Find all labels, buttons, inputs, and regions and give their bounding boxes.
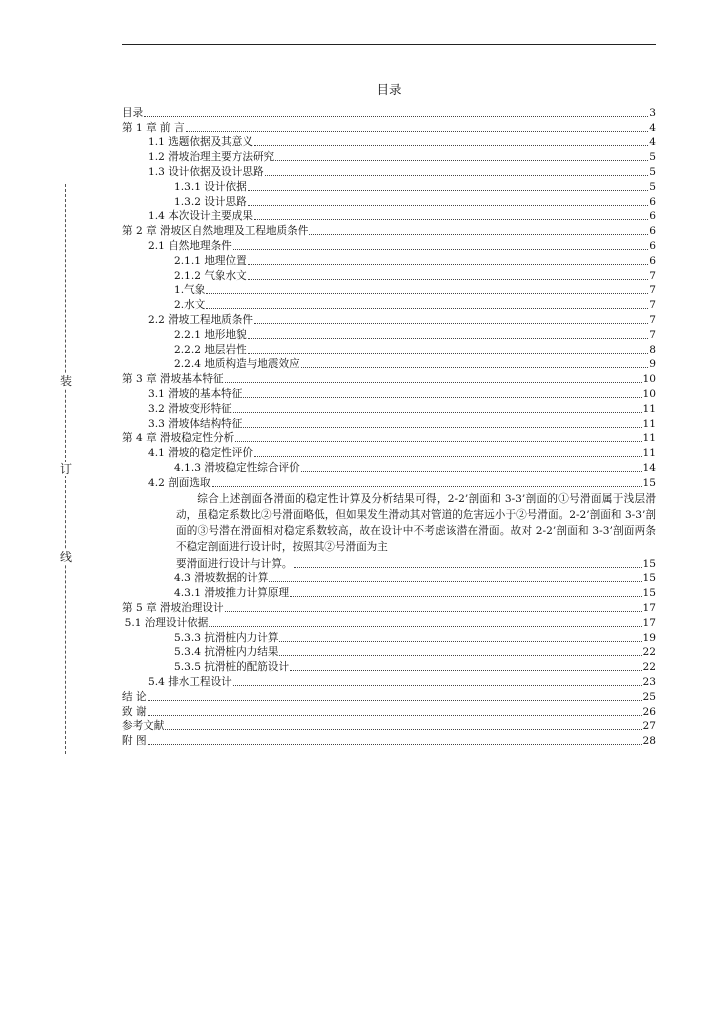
toc-leader	[290, 595, 641, 597]
toc-entry-title: 1.3 设计依据及设计思路	[148, 165, 264, 178]
toc-entry-title: 附 图	[122, 735, 147, 748]
toc-entry[interactable]	[122, 630, 656, 645]
toc-page-number: 22	[642, 646, 656, 659]
toc-leader	[212, 485, 642, 487]
toc-entry-title: 1.3.2 设计思路	[174, 195, 247, 208]
toc-entry-title: 5.3.4 抗滑桩内力结果	[174, 646, 279, 659]
toc-entry[interactable]	[122, 585, 656, 600]
toc-leader	[206, 307, 648, 309]
page-title: 目录	[376, 82, 402, 97]
toc-entry[interactable]	[122, 475, 656, 490]
toc-page-number: 11	[642, 432, 656, 445]
toc-page-number: 5	[649, 180, 656, 193]
toc-entry[interactable]	[122, 342, 656, 357]
toc-leader	[309, 233, 648, 235]
toc-entry-title: 1.4 本次设计主要成果	[148, 210, 253, 223]
toc-entry[interactable]	[122, 445, 656, 460]
toc-entry-title: 5.3.5 抗滑桩的配筋设计	[174, 661, 290, 674]
toc-entry[interactable]	[122, 194, 656, 209]
table-of-contents	[122, 105, 656, 748]
toc-entry-title: 2.2.4 地质构造与地震效应	[174, 358, 300, 371]
toc-entry-title: 4.1 滑坡的稳定性评价	[148, 447, 253, 460]
toc-page-number: 4	[649, 136, 656, 149]
toc-entry-title: 1.气象	[174, 284, 206, 297]
toc-entry[interactable]	[122, 312, 656, 327]
toc-entry[interactable]	[122, 297, 656, 312]
toc-leader	[225, 610, 642, 612]
toc-page-number: 15	[642, 476, 656, 489]
toc-entry-title: 结 论	[122, 690, 147, 703]
toc-page-number: 17	[642, 601, 656, 614]
toc-leader	[279, 640, 641, 642]
toc-entry-title: 4.3 滑坡数据的计算	[174, 572, 269, 585]
toc-leader	[301, 470, 642, 472]
toc-leader	[301, 366, 649, 368]
toc-page-number: 6	[649, 195, 656, 208]
toc-entry-title: 5.1 治理设计依据	[124, 616, 209, 629]
toc-entry[interactable]	[122, 238, 656, 253]
toc-entry[interactable]	[122, 386, 656, 401]
toc-leader	[248, 352, 649, 354]
toc-leader	[233, 411, 642, 413]
toc-leader	[233, 684, 642, 686]
toc-leader	[148, 714, 642, 716]
toc-entry-title: 第 5 章 滑坡治理设计	[122, 601, 224, 614]
toc-entry[interactable]	[122, 719, 656, 734]
toc-page-number: 11	[642, 417, 656, 430]
toc-entry-title: 致 谢	[122, 705, 147, 718]
toc-entry[interactable]	[122, 357, 656, 372]
toc-page-number: 5	[649, 165, 656, 178]
toc-entry-title: 4.1.3 滑坡稳定性综合评价	[174, 461, 300, 474]
toc-leader	[248, 204, 649, 206]
toc-entry[interactable]	[122, 733, 656, 748]
toc-entry[interactable]	[122, 460, 656, 475]
toc-leader	[265, 174, 649, 176]
toc-page-number: 7	[649, 328, 656, 341]
binding-char-ding: 订	[59, 462, 72, 476]
toc-page-number: 6	[649, 210, 656, 223]
toc-leader	[243, 426, 641, 428]
toc-entry-title: 5.3.3 抗滑桩内力计算	[174, 631, 279, 644]
toc-leader	[254, 455, 642, 457]
toc-page-number: 9	[649, 358, 656, 371]
toc-entry[interactable]	[122, 209, 656, 224]
binding-line	[58, 184, 74, 754]
toc-leader	[254, 218, 648, 220]
toc-entry-title: 5.4 排水工程设计	[148, 675, 232, 688]
toc-entry[interactable]	[122, 571, 656, 586]
toc-page-number: 15	[642, 572, 656, 585]
toc-leader	[279, 654, 641, 656]
toc-page-number: 27	[642, 720, 656, 733]
toc-page-number: 11	[642, 447, 656, 460]
toc-page-number: 26	[642, 705, 656, 718]
toc-entry[interactable]	[122, 704, 656, 719]
toc-page-number: 15	[642, 587, 656, 600]
toc-entry[interactable]	[122, 283, 656, 298]
toc-page-number: 7	[649, 313, 656, 326]
toc-page-number: 14	[642, 461, 656, 474]
toc-leader	[165, 728, 641, 730]
toc-entry-title: 4.3.1 滑坡推力计算原理	[174, 587, 290, 600]
toc-entry[interactable]	[122, 615, 656, 630]
toc-page-number: 17	[642, 616, 656, 629]
toc-entry-title: 4.2 剖面选取	[148, 476, 211, 489]
toc-part-2	[122, 571, 656, 749]
toc-leader	[233, 248, 648, 250]
toc-entry-title: 参考文献	[122, 720, 165, 733]
toc-entry-title: 2.1.2 气象水文	[174, 269, 247, 282]
header-rule	[122, 44, 656, 45]
toc-entry[interactable]	[122, 149, 656, 164]
toc-entry-title: 第 3 章 滑坡基本特征	[122, 373, 224, 386]
toc-leader	[248, 189, 649, 191]
toc-page-number: 6	[649, 254, 656, 267]
toc-entry-title: 第 4 章 滑坡稳定性分析	[122, 432, 235, 445]
toc-paragraph-last-line: 要滑面进行设计与计算。	[176, 557, 293, 570]
toc-entry[interactable]	[122, 431, 656, 446]
toc-entry-title: 1.3.1 设计依据	[174, 180, 247, 193]
toc-page-number: 19	[642, 631, 656, 644]
toc-entry[interactable]	[122, 371, 656, 386]
toc-leader	[206, 292, 648, 294]
toc-page-number: 28	[642, 735, 656, 748]
toc-entry[interactable]	[122, 253, 656, 268]
toc-page-number: 3	[649, 106, 656, 119]
toc-entry-title: 2.1 自然地理条件	[148, 239, 232, 252]
toc-entry[interactable]	[122, 268, 656, 283]
toc-entry-title: 第 2 章 滑坡区自然地理及工程地质条件	[122, 225, 309, 238]
toc-leader	[294, 566, 642, 568]
toc-leader	[235, 440, 641, 442]
toc-entry-title: 1.1 选题依据及其意义	[148, 136, 253, 149]
toc-entry-title: 2.水文	[174, 299, 206, 312]
toc-page-number: 8	[649, 343, 656, 356]
toc-entry-title: 2.2.1 地形地貌	[174, 328, 247, 341]
toc-entry-title: 3.2 滑坡变形特征	[148, 402, 232, 415]
toc-leader	[290, 669, 641, 671]
toc-page-number: 6	[649, 225, 656, 238]
binding-char-zhuang: 装	[59, 374, 72, 388]
toc-paragraph-end[interactable]	[176, 556, 656, 571]
toc-page-number: 11	[642, 402, 656, 415]
toc-entry-title: 2.2.2 地层岩性	[174, 343, 247, 356]
toc-page-number: 15	[642, 557, 656, 570]
toc-paragraph-block	[122, 491, 656, 571]
toc-entry-title: 目录	[122, 106, 144, 119]
toc-leader	[144, 115, 648, 117]
toc-entry[interactable]	[122, 401, 656, 416]
toc-entry[interactable]	[122, 164, 656, 179]
toc-leader	[148, 699, 642, 701]
toc-leader	[209, 625, 641, 627]
toc-entry[interactable]	[122, 600, 656, 615]
toc-part-1	[122, 105, 656, 490]
toc-leader	[254, 144, 648, 146]
toc-entry[interactable]	[122, 105, 656, 120]
toc-page-number: 7	[649, 299, 656, 312]
toc-leader	[269, 580, 641, 582]
toc-entry-title: 2.2 滑坡工程地质条件	[148, 313, 253, 326]
toc-leader	[225, 381, 642, 383]
toc-entry[interactable]	[122, 416, 656, 431]
toc-page-number: 5	[649, 151, 656, 164]
toc-entry[interactable]	[122, 327, 656, 342]
toc-entry-title: 2.1.1 地理位置	[174, 254, 247, 267]
toc-leader	[186, 130, 649, 132]
toc-page-number: 10	[642, 387, 656, 400]
toc-entry[interactable]	[122, 659, 656, 674]
toc-page-number: 4	[649, 121, 656, 134]
toc-page-number: 7	[649, 284, 656, 297]
toc-page-number: 10	[642, 373, 656, 386]
toc-entry[interactable]	[122, 179, 656, 194]
toc-entry[interactable]	[122, 120, 656, 135]
toc-leader	[248, 263, 649, 265]
toc-page-number: 22	[642, 661, 656, 674]
toc-entry[interactable]	[122, 135, 656, 150]
toc-page-number: 6	[649, 239, 656, 252]
toc-leader	[254, 322, 648, 324]
toc-entry-title: 3.1 滑坡的基本特征	[148, 387, 243, 400]
toc-entry-title: 3.3 滑坡体结构特征	[148, 417, 243, 430]
toc-leader	[248, 337, 649, 339]
toc-entry[interactable]	[122, 674, 656, 689]
toc-entry[interactable]	[122, 645, 656, 660]
toc-leader	[248, 278, 649, 280]
toc-entry-title: 1.2 滑坡治理主要方法研究	[148, 151, 275, 164]
toc-leader	[243, 396, 641, 398]
toc-paragraph: 综合上述剖面各滑面的稳定性计算及分析结果可得，2-2’剖面和 3-3’剖面的①号滑面属于浅层滑动，虽稳定系数比②号滑面略低，但如果发生滑动其对管道的危害远小于②号滑面。2-2’剖面和 3-3’剖面的③号潜在滑面相对稳定系数较高，故在设计中不考虑该潜在滑面。故对 2-2’剖面和 3-3’剖面两条不稳定剖面进行设计时，按照其②号滑面为主	[176, 492, 656, 554]
toc-leader	[148, 743, 642, 745]
toc-entry[interactable]	[122, 223, 656, 238]
toc-leader	[275, 159, 648, 161]
toc-entry-title: 第 1 章 前 言	[122, 121, 185, 134]
toc-page-number: 25	[642, 690, 656, 703]
toc-page-number: 7	[649, 269, 656, 282]
binding-char-xian: 线	[59, 550, 72, 564]
toc-page-number: 23	[642, 675, 656, 688]
toc-entry[interactable]	[122, 689, 656, 704]
